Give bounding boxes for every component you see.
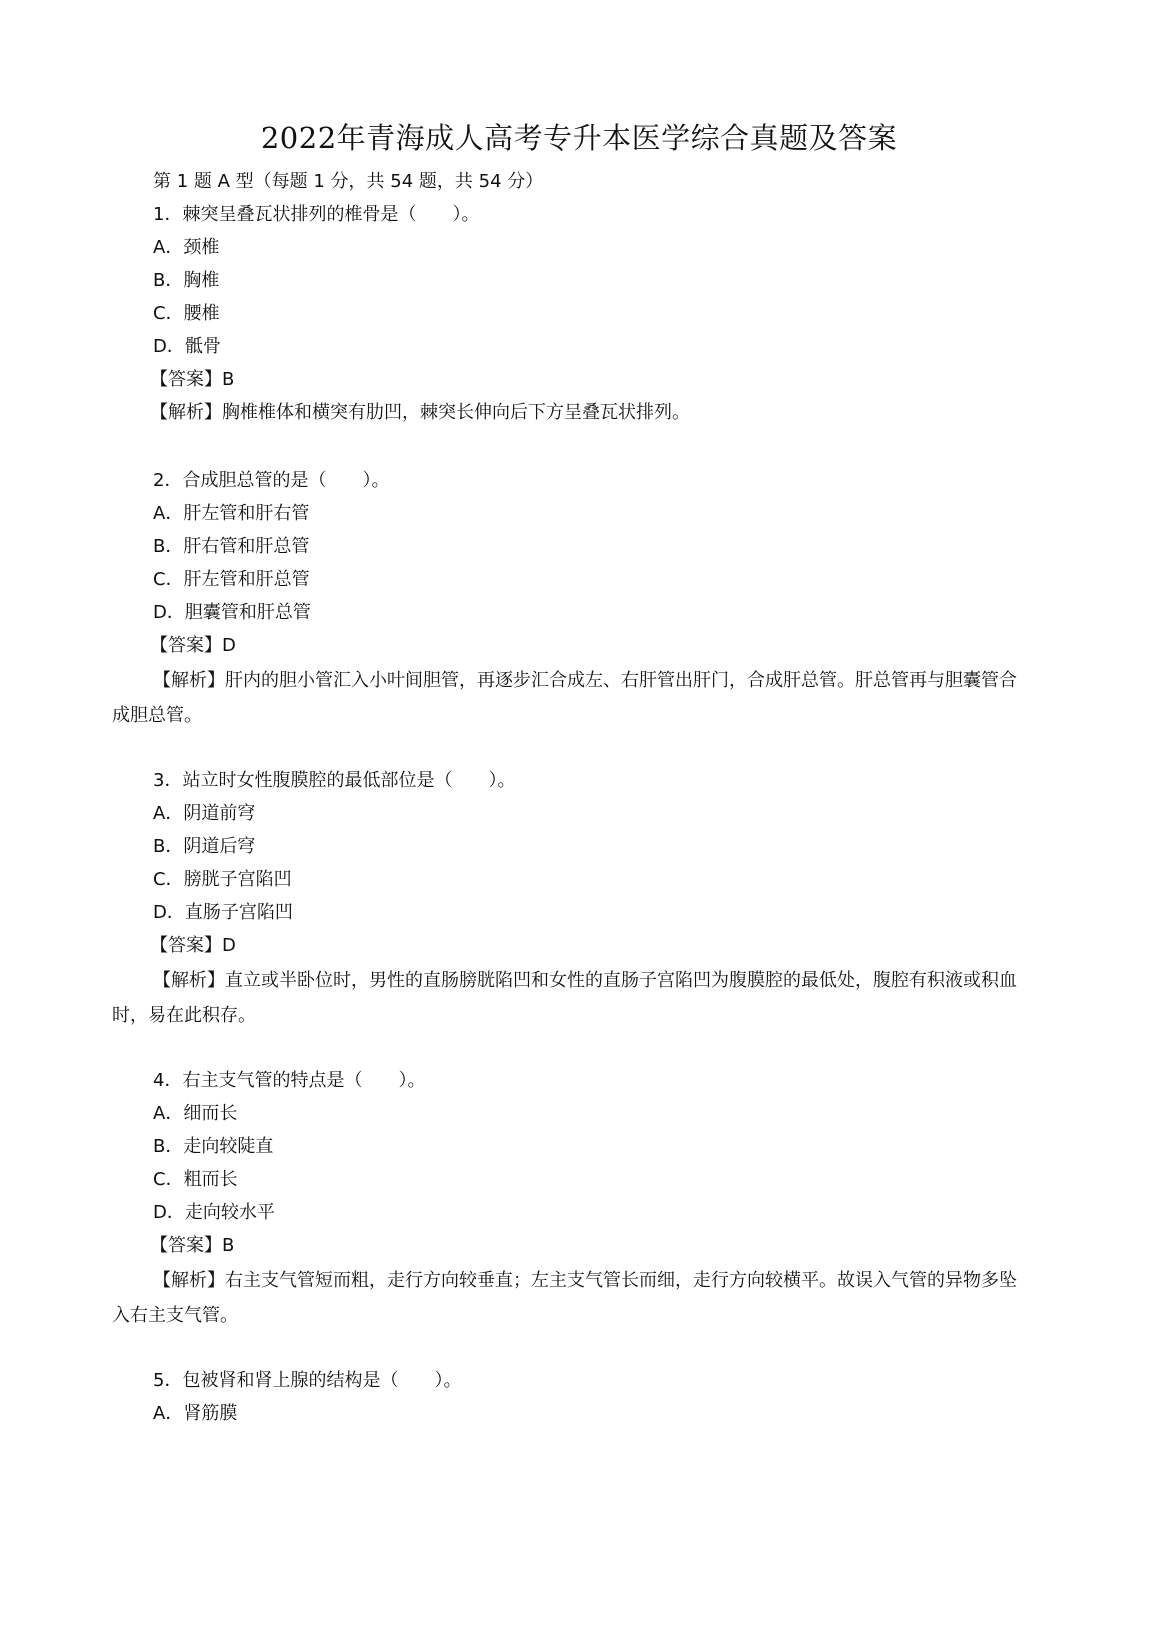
answer: 【答案】D	[150, 935, 236, 956]
option-b: B．走向较陡直	[153, 1136, 274, 1157]
option-c: C．肝左管和肝总管	[153, 569, 310, 590]
answer: 【答案】B	[150, 1235, 235, 1256]
analysis: 【解析】右主支气管短而粗，走行方向较垂直；左主支气管长而细，走行方向较横平。故误入气管的异物多坠入右主支气管。	[112, 1270, 1017, 1326]
option-b: B．阴道后穹	[153, 836, 256, 857]
question-stem: 1．棘突呈叠瓦状排列的椎骨是（ ）。	[153, 204, 480, 225]
option-a: A．肾筋膜	[153, 1403, 238, 1424]
analysis: 【解析】胸椎椎体和横突有肋凹，棘突长伸向后下方呈叠瓦状排列。	[150, 402, 690, 423]
option-d: D．骶骨	[153, 336, 221, 357]
question-stem: 4．右主支气管的特点是（ ）。	[153, 1070, 426, 1091]
option-a: A．颈椎	[153, 237, 220, 258]
answer: 【答案】B	[150, 369, 235, 390]
option-d: D．胆囊管和肝总管	[153, 602, 311, 623]
option-b: B．胸椎	[153, 270, 220, 291]
option-b: B．肝右管和肝总管	[153, 536, 310, 557]
question-stem: 5．包被肾和肾上腺的结构是（ ）。	[153, 1370, 462, 1391]
question-stem: 3．站立时女性腹膜腔的最低部位是（ ）。	[153, 770, 516, 791]
option-a: A．阴道前穹	[153, 803, 256, 824]
option-c: C．膀胱子宫陷凹	[153, 869, 292, 890]
option-c: C．粗而长	[153, 1169, 238, 1190]
page-title: 2022年青海成人高考专升本医学综合真题及答案	[260, 121, 898, 155]
answer: 【答案】D	[150, 635, 236, 656]
analysis: 【解析】直立或半卧位时，男性的直肠膀胱陷凹和女性的直肠子宫陷凹为腹膜腔的最低处，腹腔有积液或积血时，易在此积存。	[112, 970, 1017, 1026]
analysis: 【解析】肝内的胆小管汇入小叶间胆管，再逐步汇合成左、右肝管出肝门，合成肝总管。肝总管再与胆囊管合成胆总管。	[112, 670, 1017, 726]
option-c: C．腰椎	[153, 303, 220, 324]
question-stem: 2．合成胆总管的是（ ）。	[153, 470, 390, 491]
option-d: D．走向较水平	[153, 1202, 275, 1223]
option-d: D．直肠子宫陷凹	[153, 902, 293, 923]
option-a: A．细而长	[153, 1103, 238, 1124]
section-header: 第 1 题 A 型（每题 1 分，共 54 题，共 54 分）	[153, 171, 544, 192]
option-a: A．肝左管和肝右管	[153, 503, 310, 524]
